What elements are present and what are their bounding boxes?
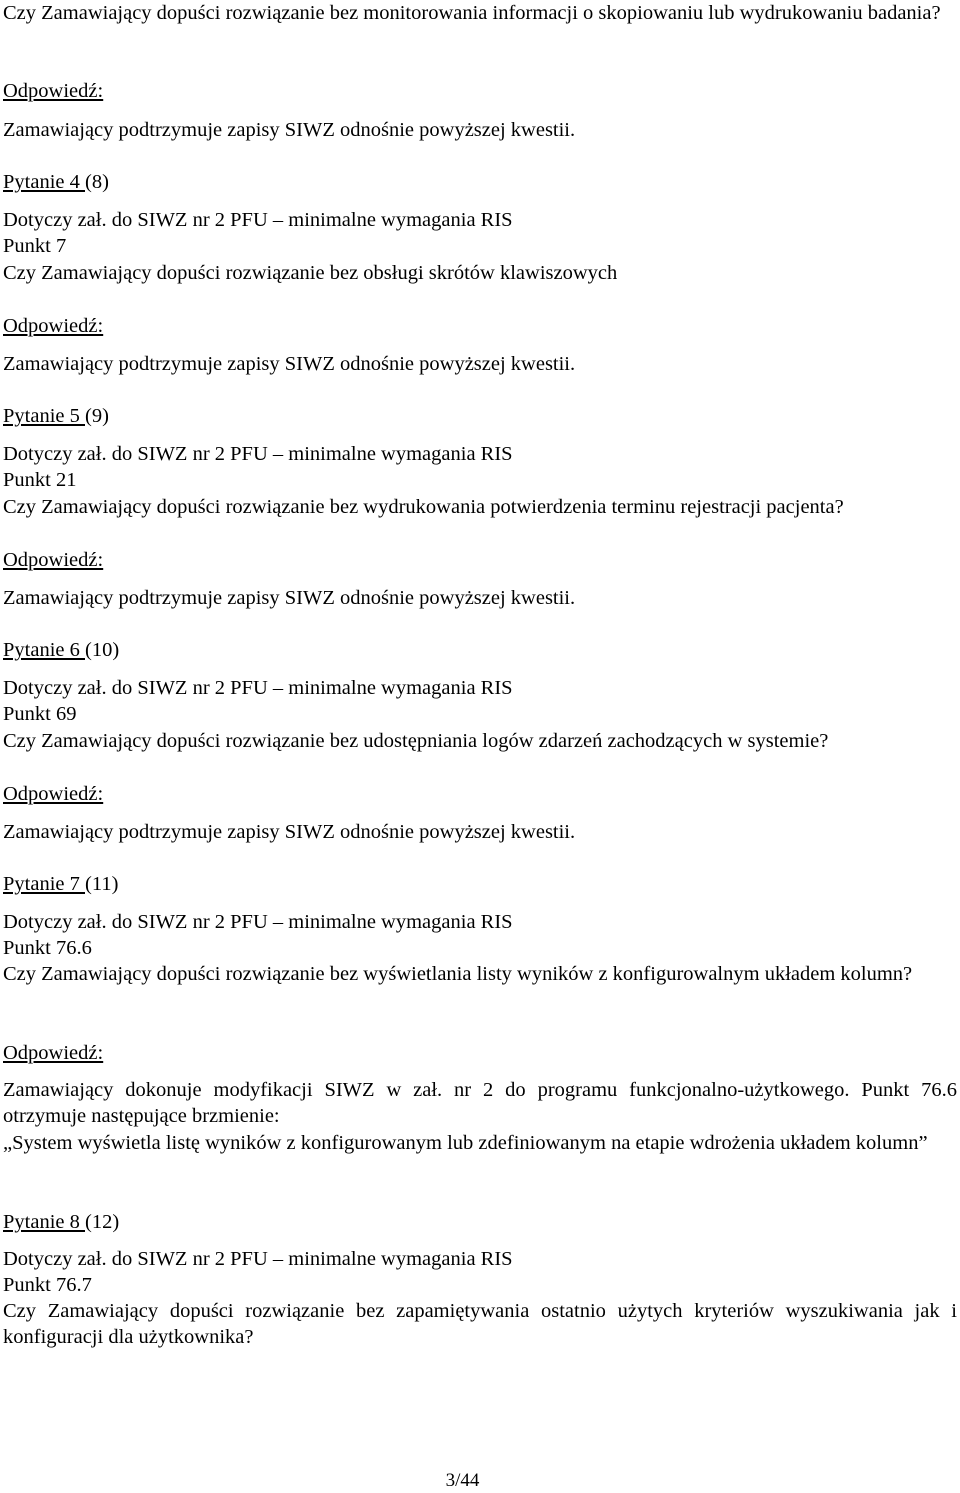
question-number: (10) <box>85 639 120 661</box>
answer-text: Zamawiający podtrzymuje zapisy SIWZ odnośnie powyższej kwestii. <box>3 821 576 843</box>
reference-text: Dotyczy zał. do SIWZ nr 2 PFU – minimalne wymagania RIS <box>3 1248 513 1270</box>
point-number: Punkt 76.7 <box>3 1274 92 1296</box>
question-heading <box>3 169 960 195</box>
question-heading <box>3 637 960 663</box>
reference-text: Dotyczy zał. do SIWZ nr 2 PFU – minimalne wymagania RIS <box>3 911 513 933</box>
page-number: 3/44 <box>445 1470 480 1491</box>
question-text: Czy Zamawiający dopuści rozwiązanie bez monitorowania informacji o skopiowaniu lub wydrukowaniu badania? <box>3 2 941 24</box>
question-text: Czy Zamawiający dopuści rozwiązanie bez wyświetlania listy wyników z konfigurowalnym układem kolumn? <box>3 963 913 985</box>
answer-heading: Odpowiedź: <box>3 783 104 805</box>
question-label: Pytanie 6 <box>3 639 85 661</box>
answer-heading: Odpowiedź: <box>3 80 104 102</box>
answer-text: Zamawiający podtrzymuje zapisy SIWZ odnośnie powyższej kwestii. <box>3 353 576 375</box>
question-number: (9) <box>85 405 109 427</box>
question-number: (11) <box>85 873 119 895</box>
question-label: Pytanie 4 <box>3 171 85 193</box>
answer-heading: Odpowiedź: <box>3 315 104 337</box>
answer-heading: Odpowiedź: <box>3 1042 104 1064</box>
reference-text: Dotyczy zał. do SIWZ nr 2 PFU – minimalne wymagania RIS <box>3 443 513 465</box>
quoted-text: „System wyświetla listę wyników z konfigurowanym lub zdefiniowanym na etapie wdrożenia układem kolumn” <box>3 1132 928 1154</box>
question-text: Czy Zamawiający dopuści rozwiązanie bez wydrukowania potwierdzenia terminu rejestracji pacjenta? <box>3 496 844 518</box>
answer-heading: Odpowiedź: <box>3 549 104 571</box>
question-heading <box>3 403 960 429</box>
question-label: Pytanie 8 <box>3 1211 85 1233</box>
question-number: (12) <box>85 1211 120 1233</box>
question-heading <box>3 1209 960 1235</box>
answer-text: Zamawiający podtrzymuje zapisy SIWZ odnośnie powyższej kwestii. <box>3 119 576 141</box>
question-label: Pytanie 7 <box>3 873 85 895</box>
reference-text: Dotyczy zał. do SIWZ nr 2 PFU – minimalne wymagania RIS <box>3 677 513 699</box>
point-number: Punkt 76.6 <box>3 937 92 959</box>
reference-text: Dotyczy zał. do SIWZ nr 2 PFU – minimalne wymagania RIS <box>3 209 513 231</box>
question-text: Czy Zamawiający dopuści rozwiązanie bez udostępniania logów zdarzeń zachodzących w systemie? <box>3 730 829 752</box>
question-label: Pytanie 5 <box>3 405 85 427</box>
point-number: Punkt 7 <box>3 235 67 257</box>
point-number: Punkt 21 <box>3 469 77 491</box>
question-number: (8) <box>85 171 109 193</box>
answer-text: Zamawiający dokonuje modyfikacji SIWZ w zał. nr 2 do programu funkcjonalno-użytkowego. Punkt 76.6 otrzymuje następujące brzmienie: <box>3 1079 957 1127</box>
question-heading <box>3 871 960 897</box>
point-number: Punkt 69 <box>3 703 77 725</box>
answer-text: Zamawiający podtrzymuje zapisy SIWZ odnośnie powyższej kwestii. <box>3 587 576 609</box>
question-text: Czy Zamawiający dopuści rozwiązanie bez zapamiętywania ostatnio użytych kryteriów wyszukiwania jak i konfiguracji dla użytkownika? <box>3 1300 957 1348</box>
question-text: Czy Zamawiający dopuści rozwiązanie bez obsługi skrótów klawiszowych <box>3 262 618 284</box>
